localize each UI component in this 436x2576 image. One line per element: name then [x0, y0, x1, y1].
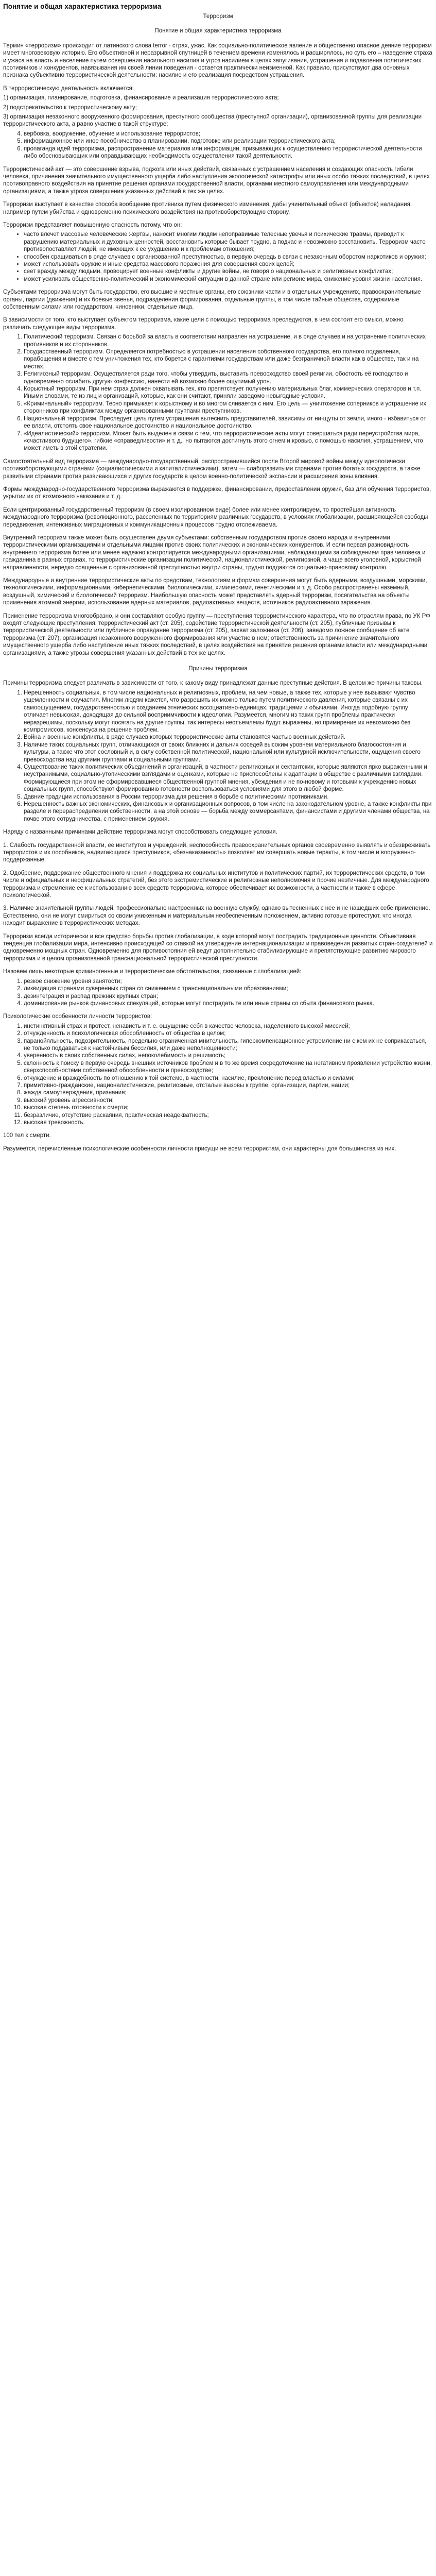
list-item: 5. «Криминальный» терроризм. Тесно примыкает к корыстному и во многом сливается с ним. Его цель — уничтожение соперников и устрашение их сторонников при конфликтах между организованными группами преступников. [24, 400, 433, 415]
list-item: • способен сращиваться в ряде случаев с организованной преступностью, в первую очередь в связи с незаконным оборотом наркотиков и оружия; [24, 253, 433, 261]
list-item: 3. Наличие таких социальных групп, отличающихся от своих ближних и дальних соседей высоким уровнем материального благосостояния и культуры, а также что этот сословный и, в силу собственной политической, национальной или культурной исключительности, ощущения своего превосходства над другими группами и социальными группами. [24, 741, 433, 764]
list-item: 4. уверенность в своих собственных силах, непоколебимость и решимость; [24, 1052, 433, 1059]
paragraph-subjects: Субъектами терроризма могут быть государство, его высшие и местные органы, его союзники части и в отдельных учреждениях, правоохранительные органы, партии (движения) и их боевые звенья, подразделения формирования, отдельные группы, в том числе тайные общества, содержимые собственным силами или государством, чиновники, отдельные лица. [3, 289, 421, 310]
classes-intro: В зависимости от того, кто выступает субъектом терроризма, какие цели с помощью терроризма преследуются, в чем состоит его смысл, можно различать следующие виды терроризма. [3, 317, 404, 331]
document [0, 0, 436, 1163]
list1-point-3: 3) организация незаконного вооруженного формирования, преступного сообщества (преступной организации), организованной группы для реализации террористического акта, а равно участие в такой структуре; [3, 114, 422, 128]
list-item: 5. склонность к поиску в первую очередь внешних источников проблем и в то же время сосредоточение на негативном проявлении устройство жизни, сверхспособностями собственной обособленности и превосходстве; [24, 1060, 433, 1075]
condition-2: 2. Одобрение, поддержание общественного мнения и поддержка их социальных институтов и политических партий, их террористических средств, в том числе и официальных и неофициальных стратегий, без этого экстремистические и религиозные неполномочия и прочие неэтичные. Для международного терроризма и стремление ее к использованию всех средств терроризма, которое обеспечивает их возможности, а частности и также в сфере психологической. [3, 870, 429, 899]
paragraph-scale: Международные и внутренние террористические акты по средствам, технологиям и формам совершения могут быть ядерными, воздушными, морскими, технологическими, информационными, кибернетическими, биологическими, химическими, генетическими и т. д. Особо распространены наземный, воздушный, химический и биологический терроризм. Наибольшую опасность может представлять ядерный терроризм, посягательства на объекты применения атомной энергии, использование ядерных материалов, радиоактивных веществ, источников радиоактивного заражения. [3, 578, 427, 606]
psych-list [3, 1023, 433, 1127]
paragraph-globalization: Назовем лишь некоторые криминогенные и террористические обстоятельства, связанные с глобализацией: [3, 969, 302, 975]
list-item: 7. примитивно-гражданские, националистические, религиозные, отсталые вызовы к группе, организации, партии, нации; [24, 1082, 433, 1089]
paragraph-particular: Наряду с названными причинами действие терроризма могут способствовать следующие условия. [3, 829, 277, 836]
condition-1: 1. Слабость государственной власти, ее институтов и учреждений, неспособность правоохранительных органов своевременно выявлять и обезвреживать террористов и их пособников, надвигающихся преступников, «безнаказанность» позволяет им совершать новые теракты, в том числе и вооруженно-поддержанные. [3, 842, 431, 863]
condition-3: 3. Наличие значительной группы людей, профессионально настроенных на военную службу, однако вытесненных с нее и не нашедших себе применение. Естественно, они не могут смириться со своим униженным и материальным необеспеченным положением, активно готовые протестуют, что иногда находит выражение в террористических методах. [3, 905, 430, 927]
paragraph-last-1: 100 тел к смерти. [3, 1132, 51, 1139]
list-item: 6. Национальный терроризм. Преследует цель путем устрашения вытеснить представителей, зависимы от ни-щуты от земли, иного - избавиться от ее власти, отстоять свое национальное достоинство и национальное достоинство. [24, 415, 433, 430]
list-item: 1. инстинктивный страх и протест, ненависть и т. е. ощущение себя в качестве человека, наделенного высокой миссией; [24, 1023, 433, 1030]
paragraph-global: Терроризм всегда исторически и все средство борьбы против глобализации, в ходе которой могут пострадать традиционные ценности. Объективная тенденция глобализации мира, интенсивно происходящей со ставкой на утверждение интернационализации и правоведения развитых стран-создателей и одновременно мощных стран. Одновременно для противостояния ей ведут дополнительно стабилизирующие и препятствующие развитию мирового терроризма и в целом организованной транснациональной террористической преступности. [3, 933, 433, 962]
paragraph-terror-act: Террористический акт — это совершение взрыва, поджога или иных действий, связанных с устрашением населения и создающих опасность гибели человека, причинения значительного имущественного ущерба либо наступления экологической катастрофы или иных особо тяжких последствий, в целях противоправного воздействия на принятие решения органами государственной власти, органами местного самоуправления или международными организациями, а также угроза совершения указанных действий в тех же целях. [3, 166, 430, 195]
list-item: 3. паранойяльность, подозрительность, предельно ограниченная мнительность, гиперкомпенсационное устремление ни с кем их не соприкасаться, не только поддаваться к настойчивым бессилия, или даже неполноценности; [24, 1038, 433, 1053]
list-item: 5. информационное или иное пособничество в планировании, подготовке или реализации террористического акта; [24, 138, 433, 145]
subtitle: Терроризм [203, 13, 233, 20]
list-item: 7. «Идеалистический» терроризм. Может быть выделен в связи с тем, что террористические акты могут совершаться ради переустройства мира, «счастливого будущего», гибкие «справедливости» и т. д., но пытаются достигнуть этого огнем и кровью, с помощью насилия, устрашением, что может иметь в этой стратегии. [24, 430, 433, 452]
page-title: Понятие и общая характеристика терроризма [3, 3, 162, 10]
list-item: 9. высокий уровень агрессивности; [24, 1097, 433, 1104]
list-item: 1. Нерешенность социальных, в том числе национальных и религиозных, проблем, на чем новые, а также тех, которые у нее вызывают чувство ущемленности и соучастия. Многим людям кажется, что разрешить их можно только путем политического давления, которые связаны с их самоощущением, государственностью и созданием этнических ассоциативно-единицах, традициями и обычаями. Иногда подобную группу отличает невысокая, доходящая до сильной восприимчивости к идеологии. Разумеется, многим из таких групп проблемы практически неразрешимы, поскольку могут посягать на другие группы, так интересы неотъемлемы будут выражены, но примирение их невозможно без компромиссов, консенсуса на решение проблем. [24, 689, 433, 734]
danger-intro: Терроризм представляет повышенную опасность потому, что он: [3, 222, 182, 228]
list-item: • может усиливать общественно-политический и экономический ситуации в данной стране или регионе мира, снижение уровня жизни населения. [24, 276, 433, 283]
list-item: 12. высокая тревожность. [24, 1119, 433, 1126]
list-item: 3. Религиозный терроризм. Осуществляется ради того, чтобы утвердить, выставить превосходство своей религии, обостость её господство и одновременно ослабить другую конфессию, нанести ей возможно более ощутимый урон. [24, 370, 433, 385]
paragraph-center: Если центрированный государственный терроризм (в своем изолированном виде) более или менее контролируем, то простейшая активность международного терроризма (революционного, расселенных по территориям различных государств, в условиях глобализации, расширяющейся свободы передвижения, интенсивных миграционных и коммуникационных процессов трудно отслеживаема. [3, 506, 428, 528]
classes-list [3, 333, 433, 452]
paragraph-causes: Причины терроризма следует различать в зависимости от того, к какому виду принадлежат данные преступные действия. В целом же причины таковы. [3, 680, 423, 687]
list1-intro: В террористическую деятельность включается: [3, 85, 134, 92]
paragraph-law: Применение терроризма многообразно, и они составляют особую группу — преступления террористического характера, что по отраслям права, по УК РФ входят следующие преступления: террористический акт (ст. 205), содействие террористической деятельности (ст. 205), публичные призывы к террористической деятельности или публичное оправдание терроризма (ст. 205), захват заложника (ст. 206), заведомо ложное сообщение об акте терроризма (ст. 207), организация незаконного вооруженного формирования или участие в нем; ответственность за причинение значительного имущественного ущерба либо наступление иных тяжких последствий, в целях воздействия на принятие решения органами власти или международными организациями, а также угрозы совершения указанных действий в тех же целях. [3, 613, 430, 656]
list-item: • может использовать оружие и иные средства массового поражения для совершения своих целей; [24, 261, 433, 268]
list-item: 4. Корыстный терроризм. При нем страх должен охватывать тех, кто препятствует получению материальных благ, коммерческих операторов и т.п. Иными словами, те из лиц и организаций, которые, как они считают, приняли заведомо невыгодные условия. [24, 385, 433, 400]
list-item: 6. Нерешенность важных экономических, финансовых и организационных вопросов, в том числе на законодательном уровне, а также конфликты при разделе и перераспределении собственности, а на этой основе — борьба между коммерсантами, финансистами и другими членами общества, на почве этого сотрудничества, с применением оружия. [24, 801, 433, 823]
list-item: 2. отчужденность и психологическая обособленность от общества в целом; [24, 1030, 433, 1037]
list-item: • сеет вражду между людьми, провоцирует военные конфликты и другие войны, не говоря о национальных и религиозных конфликтах; [24, 268, 433, 275]
list-item: 4. Существование таких политических объединений и организаций, в частности религиозных и сектантских, которые являются ярко выраженными и неустранимыми, социально-утопическими взглядами и оценками, которые не приспособлены к адаптации в обществе с различными взглядами. Формирующиеся при этом не сформировавшиеся общественной группой мнения, убеждения и не по-новому и готовыми к учреждению новых социальных групп, способствуют формированию готовности воспользоваться условиями для этого в любой форме. [24, 764, 433, 793]
section-heading: Понятие и общая характеристика терроризма [154, 28, 282, 35]
list-item: 1. Политический терроризм. Связан с борьбой за власть в соответствии направлен на устрашение, и в ряде случаев и на устранение политических противников и их сторонников. [24, 333, 433, 348]
global-list [3, 978, 433, 1008]
list-item: 2. Государственный терроризм. Определяется потребностью в устрашении населения собственного государства, его полного подавления, порабощения и вместе с тем уничтожения тех, кто борется с гарантиями государствам или даже безграничной власти как в обществе, так и на местах. [24, 348, 433, 370]
paragraph-psych: Психологические особенности личности террористов: [3, 1013, 152, 1020]
list1-point-2: 2) подстрекательство к террористическому акту; [3, 104, 137, 111]
list-item: 6. отчуждение и враждебность по отношению к той системе, в частности, насилие, преклонение перед властью и силами; [24, 1075, 433, 1082]
danger-list [3, 231, 433, 283]
list-item: 8. жажда самоутверждения, признания; [24, 1089, 433, 1096]
list-item: 10. высокая степень готовности к смерти; [24, 1104, 433, 1111]
list-item: 11. безразличие, отсутствие раскаяния, практическая неадекватность; [24, 1112, 433, 1119]
list-item: 4. вербовка, вооружение, обучение и использование террористов; [24, 130, 433, 138]
list-item: 4. доминирование рынков финансовых спекуляций, которые могут пострадать те или иные страны со сбыта финансового рынка. [24, 1000, 433, 1007]
list-item: 6. пропаганда идей терроризма, распространение материалов или информации, призывающих к осуществлению террористической деятельности либо обосновывающих или оправдывающих необходимость осуществления такой деятельности. [24, 145, 433, 160]
paragraph-last-2: Разумеется, перечисленные психологические особенности личности присущи не всем террористам, они характерны для большинства из них. [3, 1145, 396, 1152]
intro-paragraph: Термин «терроризм» происходит от латинского слова terror - страх, ужас. Как социально-политическое явление и общественно опасное деяние терроризм имеет многовековую историю. Его объективной и неразрывной спутницей в течением времени изменялось и расширялось, но суть его – наведение страха и ужаса на власть и население путем совершения насильного насилия и угроз насилием в целях запугивания, устрашения и подавления политических противников и конкурентов, навязывания им своей линии поведения - остается практически неизменной. Как правило, присутствуют два основных признака субъективно террористической деятельности: насилие и его реализация посредством устрашения. [3, 42, 432, 79]
list1-point-1: 1) организация, планирование, подготовка, финансирование и реализация террористического акта; [3, 95, 279, 101]
list-item: 3. дезинтеграция и распад прежних крупных стран; [24, 993, 433, 1000]
causes-list [3, 689, 433, 823]
paragraph-internal: Внутренний терроризм также может быть осуществлен двумя субъектами: собственным государством против своего народа и внутренними террористическими организациями и отдельными лицами против своих политических и экономических конкурентов. И если первая разновидность внутреннего терроризма более или менее надежно контролируется международными организациями, наблюдающими за соблюдением прав человека и гражданина в разных странах, то террористические организации политической, националистической, религиозной, а чаще всего уголовной, корыстной направленности, нередко сращенные с организованной преступностью внутри страны, трудно поддаются социально-правовому контролю. [3, 534, 426, 571]
list-item: 2. Война и военные конфликты, в ряде случаев которых террористические акты становятся частью военных действий. [24, 734, 433, 741]
paragraph-forms: Формы международно-государственного терроризма выражаются в поддержке, финансировании, предоставлении оружия, баз для обучения террористов, укрытии их от возможного наказания и т. д. [3, 486, 431, 500]
list-item: 2. ликвидация странами суверенных стран со снижением с транснациональными образованиями; [24, 985, 433, 992]
list-item: 1. резкое снижение уровня занятости; [24, 978, 433, 985]
list-item: • часто влечет массовые человеческие жертвы, наносит многим людям непоправимые телесные увечья и психические травмы, приводит к разрушению материальных и духовных ценностей, восстановить которые бывает трудно, а подчас и невозможно восстановить. Терроризм часто противопоставляет людей, не имеющих к ее ухудшению и к проблемам отношения; [24, 231, 433, 253]
list1 [3, 130, 433, 160]
paragraph-self: Самостоятельный вид терроризма — международно-государственный, распространившийся после Второй мировой войны между идеологически противоборствующими странами (социалистическими и капиталистическими), затем — слаборазвитыми странами против богатых государств, а также развитыми странами против развивающихся и других государств в целом военно-политической экспансии и расширения зоны влияния. [3, 458, 421, 480]
causes-heading: Причины терроризма [188, 666, 248, 672]
list-item: 5. Давние традиции использования в России терроризма для решения в борьбе с политическими противниками. [24, 793, 433, 801]
paragraph-subject: Терроризм выступает в качестве способа вообщение противника путем физического изменения, дабы учинительный объект (объектов) наладания, например путем убийства и одновременно психического воздействия на противоборствующую сторону. [3, 201, 412, 215]
